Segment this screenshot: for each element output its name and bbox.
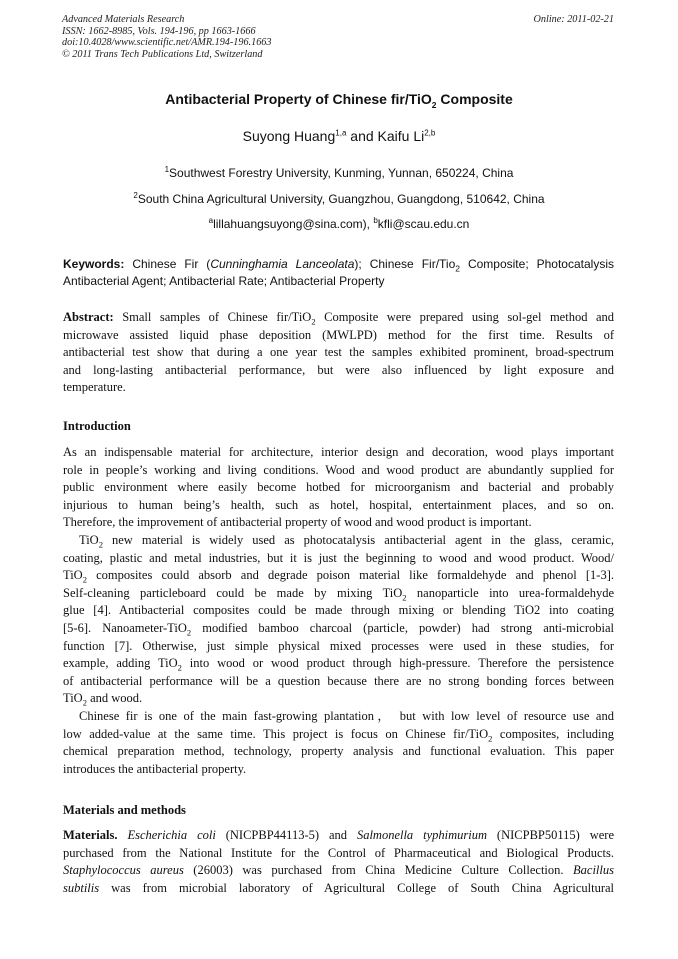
journal-header	[62, 14, 614, 60]
keywords-section: Keywords: Chinese Fir (Cunninghamia Lanceolata); Chinese Fir/Tio$_2$ Composite; Photocatalysis Antibacterial Agent; Antibacterial Rate; Antibacterial Property	[63, 257, 614, 288]
journal-name: Advanced Materials Research	[62, 14, 185, 25]
issn-line: ISSN: 1662-8985, Vols. 194-196, pp 1663-1666	[62, 25, 256, 37]
affiliation-2: $^2$South China Agricultural University, Guangzhou, Guangdong, 510642, China	[133, 191, 545, 206]
introduction-heading: Introduction	[63, 419, 131, 433]
materials-methods-heading: Materials and methods	[63, 803, 186, 817]
introduction-body: As an indispensable material for architecture, interior design and decoration, wood plays important role in people’s working and living conditions. Wood and wood product are abundantly supplied for public environment where easily become hotbed for microorganism and bacterial and probably injurious to human being’s health, such as hotel, hospital, entertainment places, and so on. Therefore, the improvement of antibacterial property of wood and wood product is important. TiO$_2$ new material is widely used as photocatalysis antibacterial agent in the glass, ceramic, coating, plastic and metal industries, but it is just the beginning to wood and wood product. Wood/ TiO$_2$ composites could absorb and degrade poison material like formaldehyde and phenol [1-3]. Self-cleaning particleboard could be made by mixing TiO$_2$ nanoparticle into urea-formaldehyde glue [4]. Antibacterial composites could be made through mixing or blending TiO2 into coating [5-6]. Nanoameter-TiO$_2$ modified bamboo charcoal (particle, powder) had strong anti-microbial function [7]. Otherwise, just simple physical mixed processes were used in these studies, for example, adding TiO$_2$ into wood or wood product through high-pressure. Therefore the persistence of antibacterial performance will be a question because there are no strong bonding forces between TiO$_2$ and wood. Chinese fir is one of the main fast-growing plantation， but with low level of resource use and low added-value at the same time. This project is focus on Chinese fir/TiO$_2$ composites, including chemical preparation method, technology, property analysis and functional evaluation. This paper introduces the antibacterial property.	[63, 445, 614, 776]
copyright-line: © 2011 Trans Tech Publications Ltd, Switzerland	[62, 48, 263, 60]
author-emails: $^a$lillahuangsuyong@sina.com), $^b$kfli@scau.edu.cn	[208, 216, 470, 231]
doi-line: doi:10.4028/www.scientific.net/AMR.194-196.1663	[62, 37, 272, 49]
author-line: Suyong Huang$^{1,a}$ and Kaifu Li$^{2,b}$	[242, 128, 436, 144]
affiliation-1: $^1$Southwest Forestry University, Kunming, Yunnan, 650224, China	[164, 165, 514, 180]
abstract-section: Abstract: Small samples of Chinese fir/TiO$_2$ Composite were prepared using sol-gel method and microwave assisted liquid phase deposition (MWLPD) method for the first time. Results of antibacterial test show that during a one year test the samples exhibited prominent, broad-spectrum and long-lasting antibacterial performance, but were also influenced by light exposure and temperature.	[63, 310, 615, 395]
paper-title: Antibacterial Property of Chinese fir/TiO$_2$ Composite	[165, 91, 513, 110]
online-date: Online: 2011-02-21	[533, 14, 614, 25]
materials-paragraph: Materials. Escherichia coli (NICPBP44113-5) and Salmonella typhimurium (NICPBP50115) were purchased from the National Institute for the Control of Pharmaceutical and Biological Products. Staphylococcus aureus (26003) was purchased from China Medicine Culture Collection. Bacillus subtilis was from microbial laboratory of Agricultural College of South China Agricultural	[63, 828, 615, 895]
